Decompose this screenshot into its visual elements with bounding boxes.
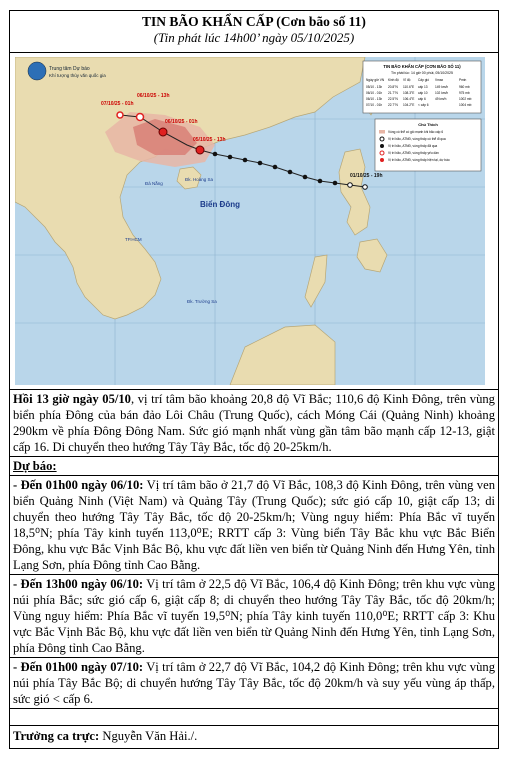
svg-text:106.4°E: 106.4°E: [403, 97, 415, 101]
info-h5: Pmin: [459, 78, 467, 82]
info-h1: Kinh độ: [388, 78, 399, 82]
legend-item-3: Vị trí bão, ATNĐ, vùng thấp yếu dần: [388, 151, 439, 155]
svg-text:06/10 - 13h: 06/10 - 13h: [366, 97, 383, 101]
footer-label: Trưởng ca trực:: [13, 729, 100, 743]
forecast-heading-cell: [10, 456, 498, 475]
svg-text:05/10 - 13h: 05/10 - 13h: [366, 85, 383, 89]
storm-track-map: [10, 52, 498, 389]
info-h3: Cấp gió: [418, 78, 429, 82]
svg-text:22.5°N: 22.5°N: [388, 97, 398, 101]
svg-text:cấp 6: cấp 6: [418, 97, 426, 101]
header-cell: [10, 11, 498, 52]
svg-text:49 km/h: 49 km/h: [435, 97, 447, 101]
current-position-cell: [10, 389, 498, 456]
forecast-text-3: Vị trí tâm ở 22,7 độ Vĩ Bắc, 104,2 độ Kinh Đông; trên khu vực vùng núi phía Tây Bắc Bộ; di chuyển hướng Tây Tây Bắc, tốc độ 20km/h và suy yếu vùng áp thấp, sức gió < cấp 6.: [13, 660, 495, 706]
legend-item-0: Vùng có thể có gió mạnh khi bão cấp 6: [388, 130, 444, 134]
svg-text:108.3°E: 108.3°E: [403, 91, 415, 95]
track-label-0513: 05/10/25 - 13h: [193, 137, 226, 143]
svg-text:110.6°E: 110.6°E: [403, 85, 415, 89]
track-label-0601: 06/10/25 - 01h: [165, 119, 198, 125]
bulletin-table: [9, 10, 499, 749]
svg-text:960 mb: 960 mb: [459, 85, 470, 89]
bulletin-subtitle: (Tin phát lúc 14h00’ ngày 05/10/2025): [153, 30, 355, 45]
info-h2: Vĩ độ: [403, 78, 411, 82]
place-da-nang: Đà Nẵng: [145, 181, 163, 186]
track-label-0119: 01/10/25 - 19h: [350, 173, 383, 179]
svg-text:149 km/h: 149 km/h: [435, 85, 449, 89]
bulletin-title: TIN BÃO KHẨN CẤP (Cơn bão số 11): [142, 14, 366, 29]
place-truong-sa: Đk. Trường Sa: [187, 299, 217, 304]
legend-item-2: Vị trí bão, ATNĐ, vùng thấp đã qua: [388, 144, 438, 148]
agency-line-1: Trung tâm Dự báo: [49, 66, 90, 72]
svg-text:20.8°N: 20.8°N: [388, 85, 398, 89]
bulletin-page: [9, 10, 499, 772]
legend-item-4: Vị trí bão, ATNĐ, vùng thấp hiện tại, dự báo: [388, 158, 450, 162]
forecast-item-3: [10, 657, 498, 708]
current-lead: Hồi 13 giờ ngày 05/10: [13, 392, 131, 406]
place-hoang-sa: Đk. Hoàng Sa: [185, 177, 214, 182]
place-tphcm: TP.HCM: [125, 237, 142, 242]
forecast-lead-1: - Đến 01h00 ngày 06/10:: [13, 478, 144, 492]
track-label-0701: 07/10/25 - 01h: [101, 101, 134, 107]
forecast-lead-2: - Đến 13h00 ngày 06/10:: [13, 577, 144, 591]
forecast-item-1: [10, 475, 498, 574]
forecast-lead-3: - Đến 01h00 ngày 07/10:: [13, 660, 144, 674]
forecast-heading: Dự báo:: [13, 459, 57, 473]
current-text: , vị trí tâm bão khoảng 20,8 độ Vĩ Bắc; 110,6 độ Kinh Đông, trên vùng biển phía Đông của bán đảo Lôi Châu (Trung Quốc), cách Móng Cái (Quảng Ninh) khoảng 290km về phía Đông Đông Nam. Sức gió mạnh nhất vùng gần tâm bão mạnh cấp 12-13, giật cấp 16. Di chuyển theo hướng Tây Tây Bắc, tốc độ 20-25km/h.: [13, 392, 495, 454]
legend-title: Chú Thích: [418, 122, 438, 127]
info-h0: Ngày giờ VN: [366, 78, 385, 82]
svg-text:< cấp 6: < cấp 6: [418, 103, 429, 107]
legend-item-1: Vị trí bão, ATNĐ, vùng thấp có thể đi qua: [388, 137, 446, 141]
svg-text:06/10 - 01h: 06/10 - 01h: [366, 91, 383, 95]
svg-text:1002 mb: 1002 mb: [459, 97, 472, 101]
svg-text:104.2°E: 104.2°E: [403, 103, 415, 107]
svg-text:975 mb: 975 mb: [459, 91, 470, 95]
track-label-0613: 06/10/25 - 13h: [137, 93, 170, 99]
agency-line-2: Khí tượng thủy văn quốc gia: [49, 73, 106, 78]
forecast-text-1: Vị trí tâm bão ở 21,7 độ Vĩ Bắc, 108,3 độ Kinh Đông, trên vùng ven biển Quảng Ninh (Việt Nam) và Quảng Tây (Trung Quốc); sức gió cấp 10, giật cấp 13; di chuyển theo hướng Tây Tây Bắc, tốc độ 20-25km/h; Vùng nguy hiểm: Phía Bắc vĩ tuyến 18,5⁰N; phía Tây kinh tuyến 113,0⁰E; RRTT cấp 3: Vùng biển Tây Bắc khu vực Bắc Biển Đông, khu vực Bắc Vịnh Bắc Bộ, khu vực đất liền ven biển từ Quảng Ninh đến Hưng Yên, tỉnh Lạng Sơn, phía Đông tỉnh Cao Bằng.: [13, 478, 495, 572]
svg-text:21.7°N: 21.7°N: [388, 91, 398, 95]
footer-cell: [10, 725, 498, 748]
svg-text:22.7°N: 22.7°N: [388, 103, 398, 107]
info-h4: Vmax: [435, 78, 444, 82]
storm-map-image: [15, 57, 485, 385]
footer-name: Nguyễn Văn Hải./.: [99, 729, 198, 743]
svg-text:cấp 10: cấp 10: [418, 91, 428, 95]
info-title: TIN BÃO KHẨN CẤP (CƠN BÃO SỐ 11): [383, 64, 461, 69]
forecast-text-2: Vị trí tâm ở 22,5 độ Vĩ Bắc, 106,4 độ Kinh Đông; trên khu vực vùng núi phía Bắc; sức gió cấp 6, giật cấp 8; di chuyển theo hướng Tây Tây Bắc, tốc độ 20km/h; Vùng nguy hiểm: Phía Bắc vĩ tuyến 19,5⁰N; phía Tây kinh tuyến 110,0⁰E; RRTT cấp 3: Khu vực Bắc Vịnh Bắc Bộ, khu vực đất liền ven biển từ Quảng Ninh đến Hưng Yên, tỉnh Lạng Sơn, phía Đông tỉnh Cao Bằng.: [13, 577, 495, 655]
svg-text:cấp 13: cấp 13: [418, 85, 428, 89]
forecast-item-2: [10, 574, 498, 657]
place-bien-dong: Biển Đông: [200, 200, 240, 209]
spacer-cell: [10, 708, 498, 725]
info-subtitle: Tin phát lúc: 14 giờ 00 phút, 05/10/2025: [391, 71, 453, 75]
svg-text:1004 mb: 1004 mb: [459, 103, 472, 107]
svg-text:07/10 - 01h: 07/10 - 01h: [366, 103, 383, 107]
svg-text:102 km/h: 102 km/h: [435, 91, 449, 95]
